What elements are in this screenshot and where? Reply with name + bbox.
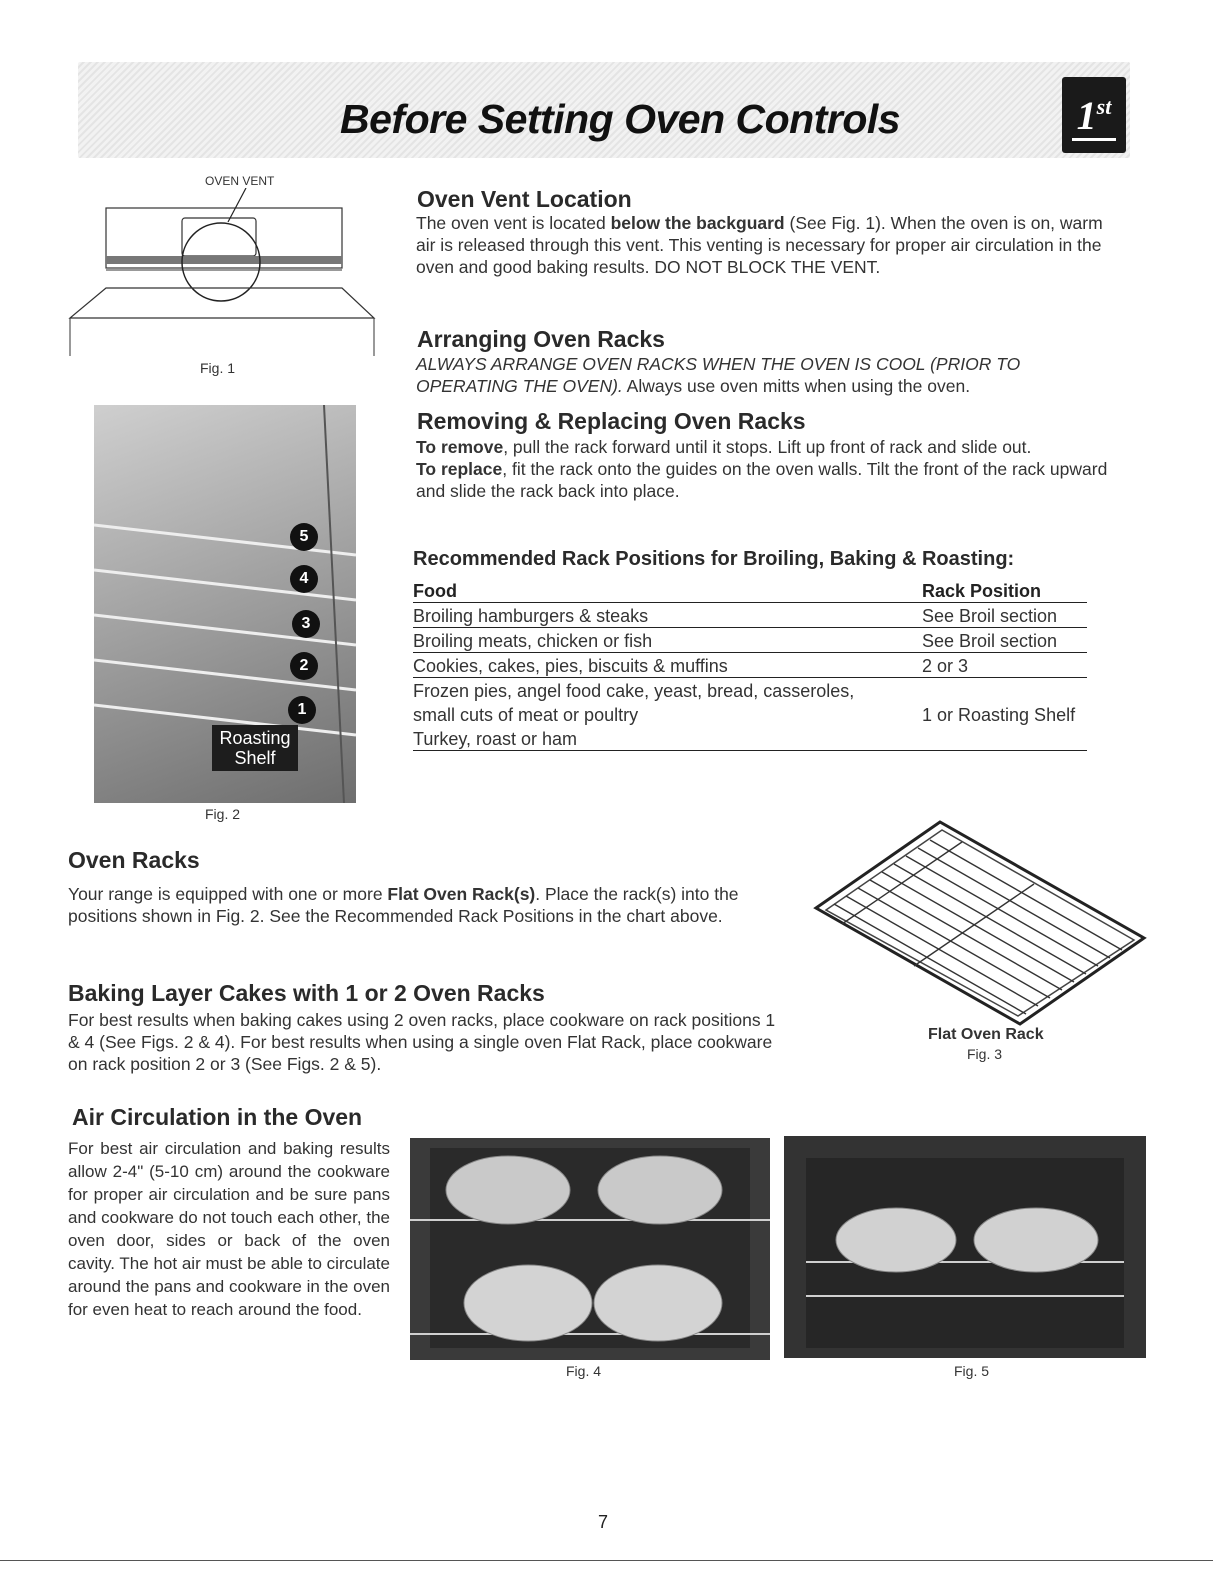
flat-oven-rack-label: Flat Oven Rack — [928, 1026, 1044, 1043]
footer-divider — [0, 1560, 1213, 1561]
table-row: Broiling meats, chicken or fish See Broil section — [413, 628, 1087, 653]
fig4-caption: Fig. 4 — [566, 1363, 602, 1379]
layer-cakes-title: Baking Layer Cakes with 1 or 2 Oven Racks — [68, 980, 545, 1006]
arranging-racks-text: ALWAYS ARRANGE OVEN RACKS WHEN THE OVEN IS COOL (PRIOR TO OPERATING THE OVEN). Always use oven mitts when using the oven. — [416, 354, 1021, 396]
table-row: small cuts of meat or poultry 1 or Roasting Shelf — [413, 705, 1076, 725]
oven-vent-label: OVEN VENT — [205, 174, 275, 188]
oven-vent-title: Oven Vent Location — [417, 186, 632, 212]
flat-oven-rack-illustration — [812, 818, 1148, 1030]
rack-table-title: Recommended Rack Positions for Broiling, Baking & Roasting: — [413, 548, 1015, 570]
table-row: Turkey, roast or ham — [413, 726, 1087, 751]
page-title: Before Setting Oven Controls — [340, 96, 901, 142]
table-header — [413, 578, 1087, 603]
badge-suffix: st — [1096, 94, 1112, 119]
single-rack-cake-photo — [784, 1136, 1146, 1358]
col-food: Food — [413, 581, 457, 601]
roasting-shelf-label: Roasting Shelf — [212, 725, 298, 771]
page-number: 7 — [598, 1512, 609, 1532]
rack-position-3: 3 — [292, 610, 320, 638]
range-vent-illustration — [68, 188, 376, 356]
badge-number: 1 — [1076, 92, 1097, 138]
layer-cakes-text: For best results when baking cakes using 2 oven racks, place cookware on rack positions 1 & 4 (See Figs. 2 & 4). For best results when using a single oven Flat Rack, place cookware on rack position 2 or 3 (See Figs. 2 & 5). — [68, 1010, 776, 1074]
fig3-caption: Fig. 3 — [967, 1046, 1003, 1062]
fig2-caption: Fig. 2 — [205, 806, 241, 822]
two-rack-cake-photo — [410, 1138, 770, 1360]
rack-position-table — [413, 578, 1087, 751]
rack-position-5: 5 — [290, 523, 318, 551]
first-step-badge — [1062, 77, 1126, 153]
fig5-caption: Fig. 5 — [954, 1363, 990, 1379]
air-circulation-title: Air Circulation in the Oven — [72, 1104, 363, 1130]
removing-racks-text: To remove, pull the rack forward until it stops. Lift up front of rack and slide out. To replace, fit the rack onto the guides on the oven walls. Tilt the front of the rack upward and slide the rack back into place. — [416, 437, 1108, 501]
rack-position-1: 1 — [288, 696, 316, 724]
removing-racks-title: Removing & Replacing Oven Racks — [417, 408, 806, 434]
table-row: Frozen pies, angel food cake, yeast, bread, casseroles, — [413, 681, 855, 701]
table-row: Broiling hamburgers & steaks See Broil section — [413, 603, 1087, 628]
table-row: Cookies, cakes, pies, biscuits & muffins 2 or 3 — [413, 653, 1087, 678]
oven-racks-title: Oven Racks — [68, 847, 200, 873]
fig1-caption: Fig. 1 — [200, 360, 236, 376]
air-circulation-text: For best air circulation and baking results allow 2-4" (5-10 cm) around the cookware for proper air circulation and be sure pans and cookware do not touch each other, the oven door, sides or back of the oven cavity. The hot air must be able to circulate around the pans and cookware in the oven for even heat to reach around the food. — [68, 1139, 390, 1319]
oven-vent-text: The oven vent is located below the backguard (See Fig. 1). When the oven is on, warm air is released through this vent. This venting is necessary for proper air circulation in the oven and good baking results. DO NOT BLOCK THE VENT. — [416, 213, 1103, 277]
col-rack-position: Rack Position — [922, 581, 1042, 601]
rack-position-4: 4 — [290, 565, 318, 593]
oven-racks-text: Your range is equipped with one or more Flat Oven Rack(s). Place the rack(s) into the positions shown in Fig. 2. See the Recommended Rack Positions in the chart above. — [68, 884, 739, 926]
arranging-racks-title: Arranging Oven Racks — [417, 326, 665, 352]
rack-position-2: 2 — [290, 652, 318, 680]
